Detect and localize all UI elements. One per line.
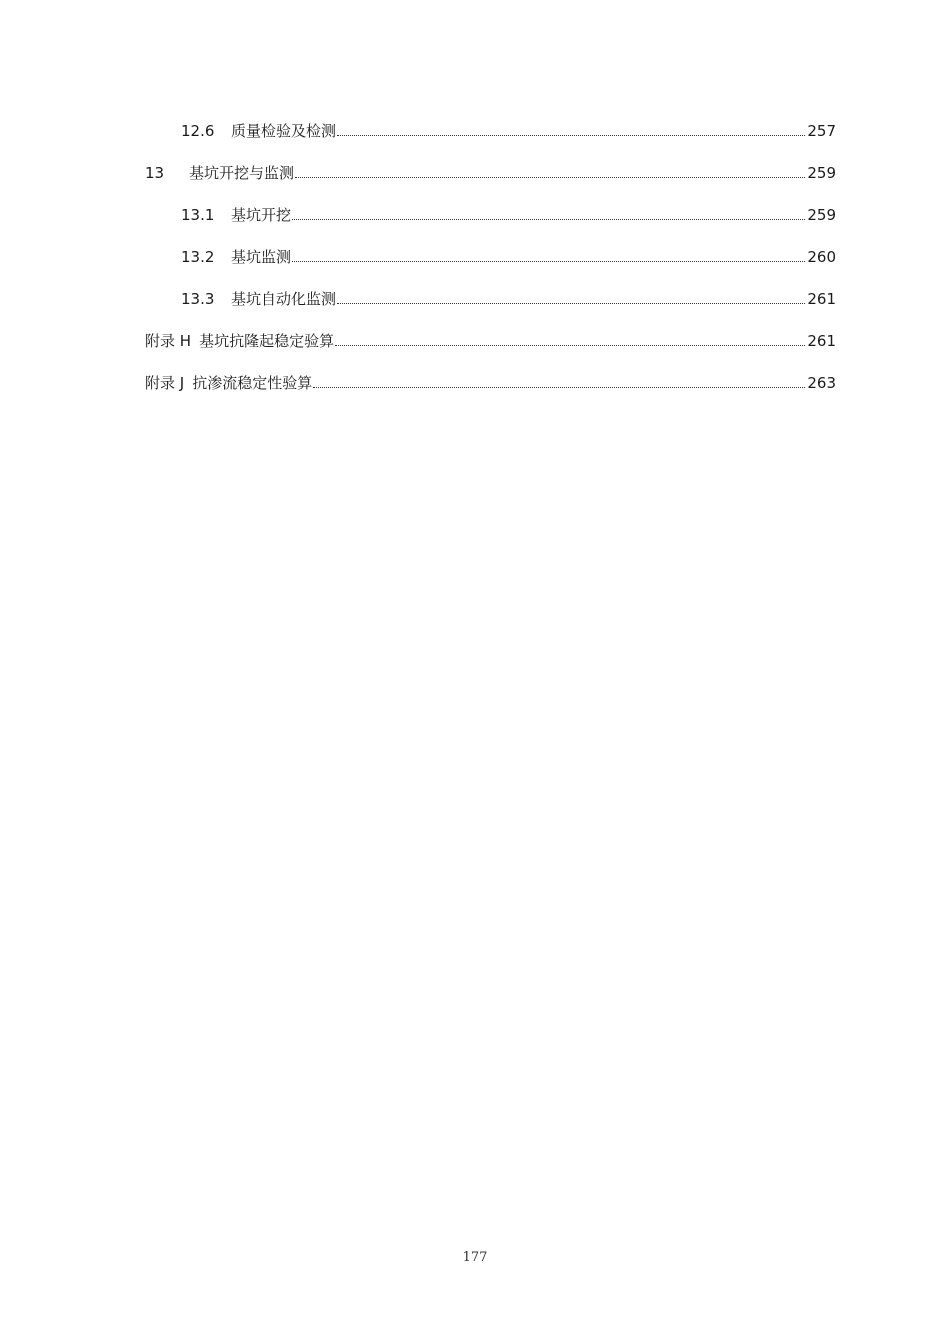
dot-leader — [337, 135, 805, 136]
dot-leader — [295, 177, 805, 178]
toc-entry-page: 261 — [807, 290, 836, 308]
toc-entry-13-3[interactable] — [181, 284, 836, 308]
toc-entry-title: 基坑开挖与监测 — [189, 164, 295, 182]
toc-entry-page: 257 — [807, 122, 836, 140]
toc-entry-number: 附录 J — [145, 374, 185, 392]
toc-entry-appendix-h[interactable] — [145, 326, 836, 350]
toc-entry-title: 质量检验及检测 — [231, 122, 337, 140]
toc-entry-page: 261 — [807, 332, 836, 350]
toc-entry-page: 259 — [807, 206, 836, 224]
toc-entry-number: 13 — [145, 164, 165, 182]
toc-entry-title: 基坑抗隆起稳定验算 — [199, 332, 335, 350]
toc-entry-13-2[interactable] — [181, 242, 836, 266]
toc-entry-appendix-j[interactable] — [145, 368, 836, 392]
toc-entry-page: 259 — [807, 164, 836, 182]
dot-leader — [292, 261, 805, 262]
dot-leader — [292, 219, 805, 220]
toc-entry-number: 附录 H — [145, 332, 192, 350]
toc-entry-12-6[interactable] — [181, 116, 836, 140]
dot-leader — [313, 387, 805, 388]
toc-entry-page: 263 — [807, 374, 836, 392]
toc-entry-13-1[interactable] — [181, 200, 836, 224]
toc-entry-title: 基坑开挖 — [231, 206, 292, 224]
toc-entry-13[interactable] — [145, 158, 836, 182]
toc-entry-title: 抗渗流稳定性验算 — [192, 374, 313, 392]
toc-entry-number: 13.2 — [181, 248, 215, 266]
toc-entry-title: 基坑监测 — [231, 248, 292, 266]
toc-entry-title: 基坑自动化监测 — [231, 290, 337, 308]
dot-leader — [337, 303, 805, 304]
toc-entry-number: 13.3 — [181, 290, 215, 308]
page-footer-number: 177 — [462, 1250, 488, 1265]
toc-entry-number: 12.6 — [181, 122, 215, 140]
toc-entry-page: 260 — [807, 248, 836, 266]
dot-leader — [335, 345, 805, 346]
toc-entry-number: 13.1 — [181, 206, 215, 224]
